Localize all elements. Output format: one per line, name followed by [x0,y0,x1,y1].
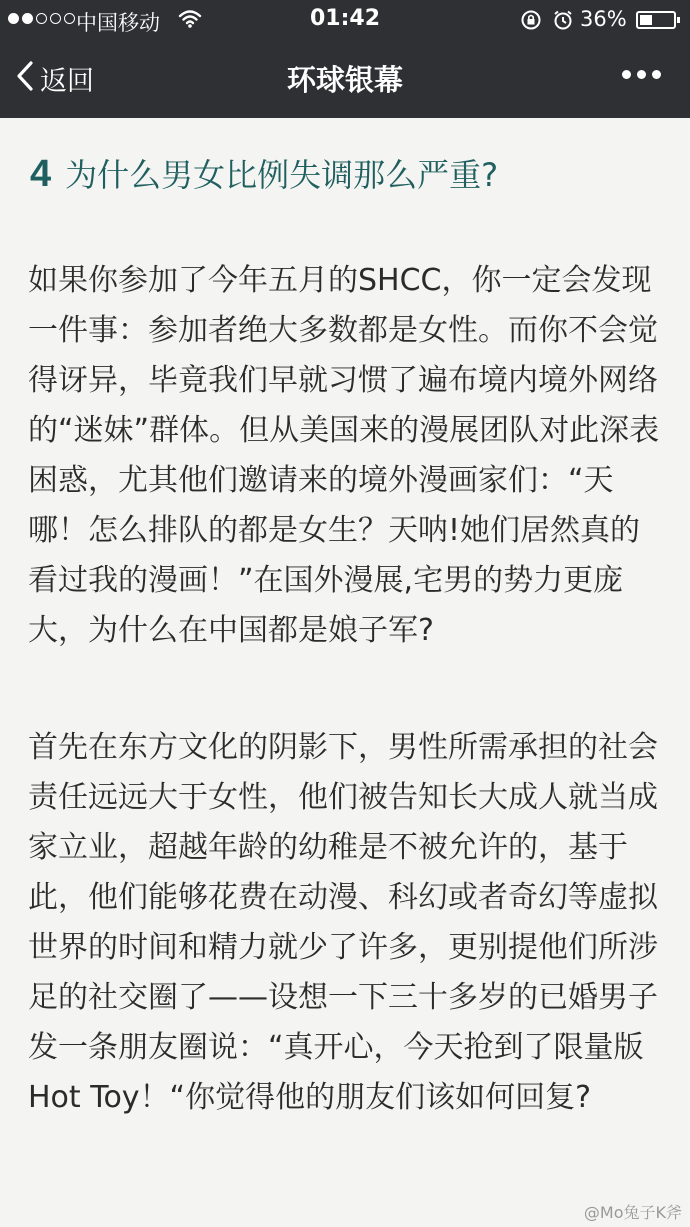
section-title: 为什么男女比例失调那么严重? [65,156,499,194]
page-title: 环球银幕 [286,63,403,97]
chevron-left-icon [16,60,34,96]
alarm-icon [552,9,574,36]
status-bar [0,0,690,40]
section-number: 4 [30,153,52,195]
more-dots-icon[interactable] [622,70,661,79]
back-label: 返回 [40,65,94,97]
back-button[interactable] [16,58,94,98]
battery-icon [636,11,676,29]
status-time: 01:42 [309,6,381,31]
navigation-bar [0,40,690,118]
rotation-lock-icon [520,9,542,36]
battery-fill [640,15,652,25]
top-bar [0,0,690,118]
battery-percent: 36% [580,7,627,31]
watermark: @Mo兔子K斧 [583,1203,682,1222]
article-content [0,118,690,1227]
more-dot [652,70,661,79]
more-dot [637,70,646,79]
carrier-name: 中国移动 [76,11,160,35]
article-paragraph: 首先在东方文化的阴影下，男性所需承担的社会责任远远大于女性，他们被告知长大成人就当成家立业，超越年龄的幼稚是不被允许的，基于此，他们能够花费在动漫、科幻或者奇幻等虚拟世界的时间和精力就少了许多，更别提他们所涉足的社交圈了——设想一下三十多岁的已婚男子发一条朋友圈说：“真开心，今天抢到了限量版Hot Toy！“你觉得他的朋友们该如何回复? [28,730,658,1115]
article-paragraph: 如果你参加了今年五月的SHCC，你一定会发现一件事：参加者绝大多数都是女性。而你不会觉得讶异，毕竟我们早就习惯了遍布境内境外网络的“迷妹”群体。但从美国来的漫展团队对此深表困惑，尤其他们邀请来的境外漫画家们：“天哪！怎么排队的都是女生？天呐!她们居然真的看过我的漫画！”在国外漫展,宅男的势力更庞大，为什么在中国都是娘子军? [28,263,660,648]
battery-nub [677,17,680,23]
more-dot [622,70,631,79]
section-heading [30,150,670,196]
